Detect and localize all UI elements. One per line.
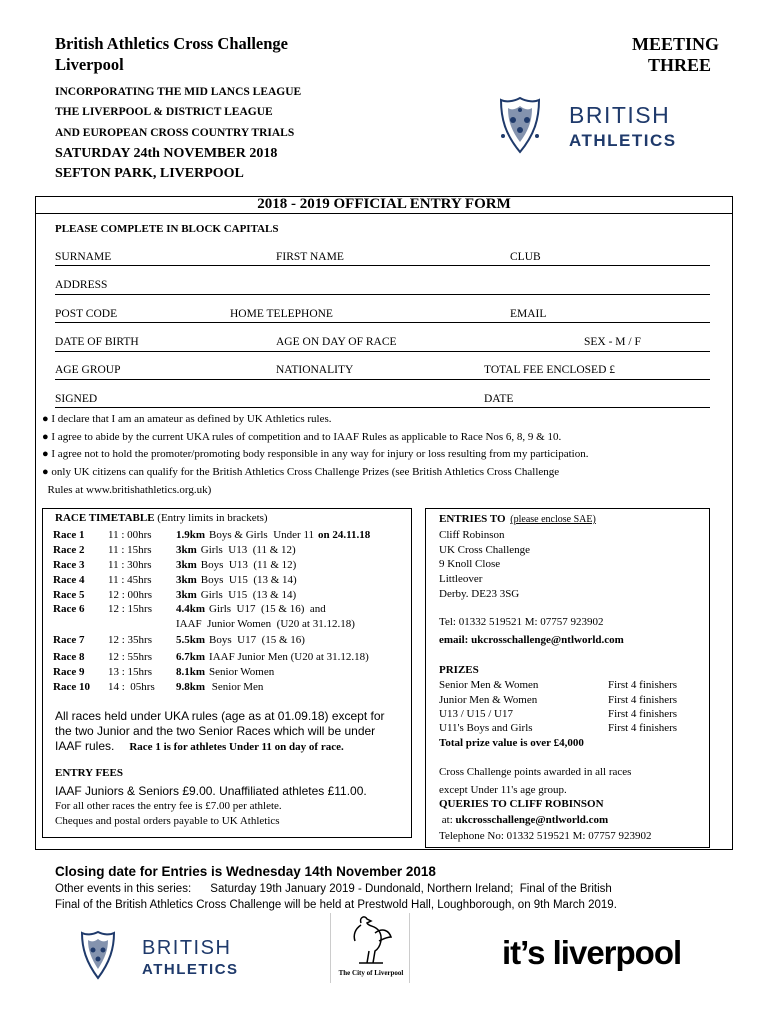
entry-fees-heading: ENTRY FEES [55,767,123,779]
race-distance: 4.4km [176,603,206,615]
other-events-line: Final of the British Athletics Cross Challenge will be held at Prestwold Hall, Loughborough, on 9th March 2019. [55,899,617,911]
address-field[interactable] [55,294,710,295]
date-label: DATE [484,393,514,405]
race-description [176,618,355,630]
closing-date: Closing date for Entries is Wednesday 14th November 2018 [55,864,436,879]
age-on-day-label: AGE ON DAY OF RACE [276,336,397,348]
race-time: 12 : 00hrs [108,589,152,601]
surname-field[interactable] [55,265,710,266]
race-distance: 6.7km [176,651,206,663]
signature-field[interactable] [55,407,710,408]
prize-award: First 4 finishers [608,708,678,720]
signed-label: SIGNED [55,393,98,405]
timetable-header [55,512,268,524]
race-description [176,634,305,646]
home-telephone-label: HOME TELEPHONE [230,308,333,320]
race-time: 12 : 55hrs [108,651,152,663]
race-description [176,574,297,586]
queries-heading: QUERIES TO CLIFF ROBINSON [439,798,604,810]
british-athletics-logo [495,96,695,156]
total-fee-label: TOTAL FEE ENCLOSED £ [484,364,616,376]
race-date-note: on 24.11.18 [318,529,371,541]
race-distance: 8.1km [176,666,206,678]
race-name: Race 6 [53,603,85,615]
date-of-birth-field[interactable] [55,351,710,352]
queries-at: at: [439,814,456,826]
email-label: EMAIL [510,308,547,320]
logo-athletics-text: ATHLETICS [569,131,677,150]
city-of-liverpool-crest [330,913,410,983]
race-description [176,681,263,693]
race-distance: 3km [176,544,197,556]
prizes-heading: PRIZES [439,664,479,676]
points-note: Cross Challenge points awarded in all races [439,766,632,778]
prize-group: U11's Boys and Girls [439,722,533,734]
incorporating-line: INCORPORATING THE MID LANCS LEAGUE [55,86,302,98]
prize-group: Senior Men & Women [439,679,539,691]
crest-icon [78,930,248,980]
crest-icon [495,96,695,156]
race-category: Senior Women [209,666,275,678]
entries-address-line: 9 Knoll Close [439,558,501,570]
entry-fees-line: Cheques and postal orders payable to UK Athletics [55,815,280,827]
race-name: Race 8 [53,651,85,663]
queries-telephone: Telephone No: 01332 519521 M: 07757 923902 [439,830,652,842]
rules-iaaf: IAAF rules. [55,739,115,753]
entries-address-line: Derby. DE23 3SG [439,588,520,600]
other-events-line: Other events in this series: Saturday 19th January 2019 - Dundonald, Northern Ireland; Final of the British [55,883,612,895]
race-name: Race 4 [53,574,85,586]
race-time: 13 : 15hrs [108,666,152,678]
queries-email-line [439,814,608,826]
form-instruction: PLEASE COMPLETE IN BLOCK CAPITALS [55,223,279,235]
race-time: 12 : 35hrs [108,634,152,646]
points-note: except Under 11's age group. [439,784,567,796]
entry-fees-line: IAAF Juniors & Seniors £9.00. Unaffiliated athletes £11.00. [55,784,367,798]
race-category: Boys & Girls Under 11 [209,529,315,541]
race-time: 11 : 15hrs [108,544,152,556]
prize-award: First 4 finishers [608,722,678,734]
entries-address-line: UK Cross Challenge [439,544,531,556]
race-distance: 3km [176,559,197,571]
incorporating-line: AND EUROPEAN CROSS COUNTRY TRIALS [55,127,295,139]
rules-text: the two Junior and the two Senior Races which will be under [55,724,376,738]
surname-label: SURNAME [55,251,112,263]
race-name: Race 7 [53,634,85,646]
race-category: Girls U17 (15 & 16) and [209,603,326,615]
race-category: Girls U15 (13 & 14) [200,589,297,601]
declaration-item: ● I declare that I am an amateur as defined by UK Athletics rules. [42,413,332,425]
post-code-label: POST CODE [55,308,118,320]
race-time: 11 : 00hrs [108,529,152,541]
entries-address-line: Cliff Robinson [439,529,505,541]
race-name: Race 2 [53,544,85,556]
race-category: Boys U17 (15 & 16) [209,634,305,646]
logo-british-text: BRITISH [569,102,671,128]
prize-award: First 4 finishers [608,679,678,691]
rules-text: All races held under UKA rules (age as at 01.09.18) except for [55,709,385,723]
timetable-note: (Entry limits in brackets) [157,512,268,524]
prize-total: Total prize value is over £4,000 [439,737,584,749]
race-description [176,544,296,556]
race-name: Race 9 [53,666,85,678]
event-title: British Athletics Cross Challenge [55,34,288,53]
race-time: 11 : 30hrs [108,559,152,571]
race-name: Race 1 [53,529,85,541]
entries-email[interactable]: email: ukcrosschallenge@ntlworld.com [439,634,624,646]
race-distance: 5.5km [176,634,206,646]
race-time: 14 : 05hrs [108,681,155,693]
declaration-item: ● only UK citizens can qualify for the British Athletics Cross Challenge Prizes (see British Athletics Cross Challenge [42,466,560,478]
race-distance: 3km [176,574,197,586]
meeting-label: MEETING [632,34,720,54]
club-label: CLUB [510,251,541,263]
nationality-label: NATIONALITY [276,364,354,376]
rules-text [55,739,344,754]
address-label: ADDRESS [55,279,108,291]
queries-email[interactable]: ukcrosschallenge@ntlworld.com [455,814,609,826]
its-liverpool-logo: it’s liverpool [502,934,682,971]
meeting-number: THREE [648,55,712,75]
race-name: Race 5 [53,589,85,601]
declaration-item: Rules at www.britishathletics.org.uk) [42,484,212,496]
race-description [176,651,369,663]
race-description [176,529,370,541]
form-title: 2018 - 2019 OFFICIAL ENTRY FORM [257,196,511,212]
race-name: Race 3 [53,559,85,571]
race-name: Race 10 [53,681,90,693]
race-category: Girls U13 (11 & 12) [200,544,296,556]
form-title-divider [35,213,733,214]
timetable-heading: RACE TIMETABLE [55,512,155,524]
city-caption: The City of Liverpool [338,969,404,977]
event-date: SATURDAY 24th NOVEMBER 2018 [55,146,278,161]
declaration-item: ● I agree not to hold the promoter/promoting body responsible in any way for injury or loss resulting from my participation. [42,448,589,460]
event-venue: SEFTON PARK, LIVERPOOL [55,166,244,181]
race-time: 12 : 15hrs [108,603,152,615]
race-category: Boys U13 (11 & 12) [200,559,297,571]
prize-group: U13 / U15 / U17 [439,708,513,720]
logo-british-text: BRITISH [142,937,232,959]
prize-award: First 4 finishers [608,694,678,706]
race-description [176,666,274,678]
liver-bird-icon [331,913,411,971]
race-category: Boys U15 (13 & 14) [200,574,297,586]
race-description [176,603,326,615]
first-name-label: FIRST NAME [276,251,344,263]
age-group-label: AGE GROUP [55,364,121,376]
race-description [176,589,296,601]
prize-group: Junior Men & Women [439,694,538,706]
date-of-birth-label: DATE OF BIRTH [55,336,139,348]
british-athletics-logo-bottom [78,930,248,980]
entries-address-line: Littleover [439,573,483,585]
race-distance: 9.8km [176,681,206,693]
race-category: IAAF Junior Women (U20 at 31.12.18) [176,618,355,630]
rules-race1: Race 1 is for athletes Under 11 on day of race. [129,741,344,753]
entries-header [439,513,596,525]
entry-fees-line: For all other races the entry fee is £7.00 per athlete. [55,800,282,812]
post-code-field[interactable] [55,322,710,323]
event-location: Liverpool [55,55,124,74]
age-group-field[interactable] [55,379,710,380]
race-description [176,559,296,571]
entries-telephone: Tel: 01332 519521 M: 07757 923902 [439,616,604,628]
incorporating-line: THE LIVERPOOL & DISTRICT LEAGUE [55,106,273,118]
entries-note: (please enclose SAE) [510,514,596,525]
logo-athletics-text: ATHLETICS [142,961,239,978]
declaration-item: ● I agree to abide by the current UKA rules of competition and to IAAF Rules as applicable to Race Nos 6, 8, 9 & 10. [42,431,562,443]
entries-heading: ENTRIES TO [439,513,506,525]
race-distance: 1.9km [176,529,206,541]
race-category: Senior Men [209,681,264,693]
race-category: IAAF Junior Men (U20 at 31.12.18) [209,651,369,663]
sex-label: SEX - M / F [584,336,641,348]
race-time: 11 : 45hrs [108,574,152,586]
race-distance: 3km [176,589,197,601]
